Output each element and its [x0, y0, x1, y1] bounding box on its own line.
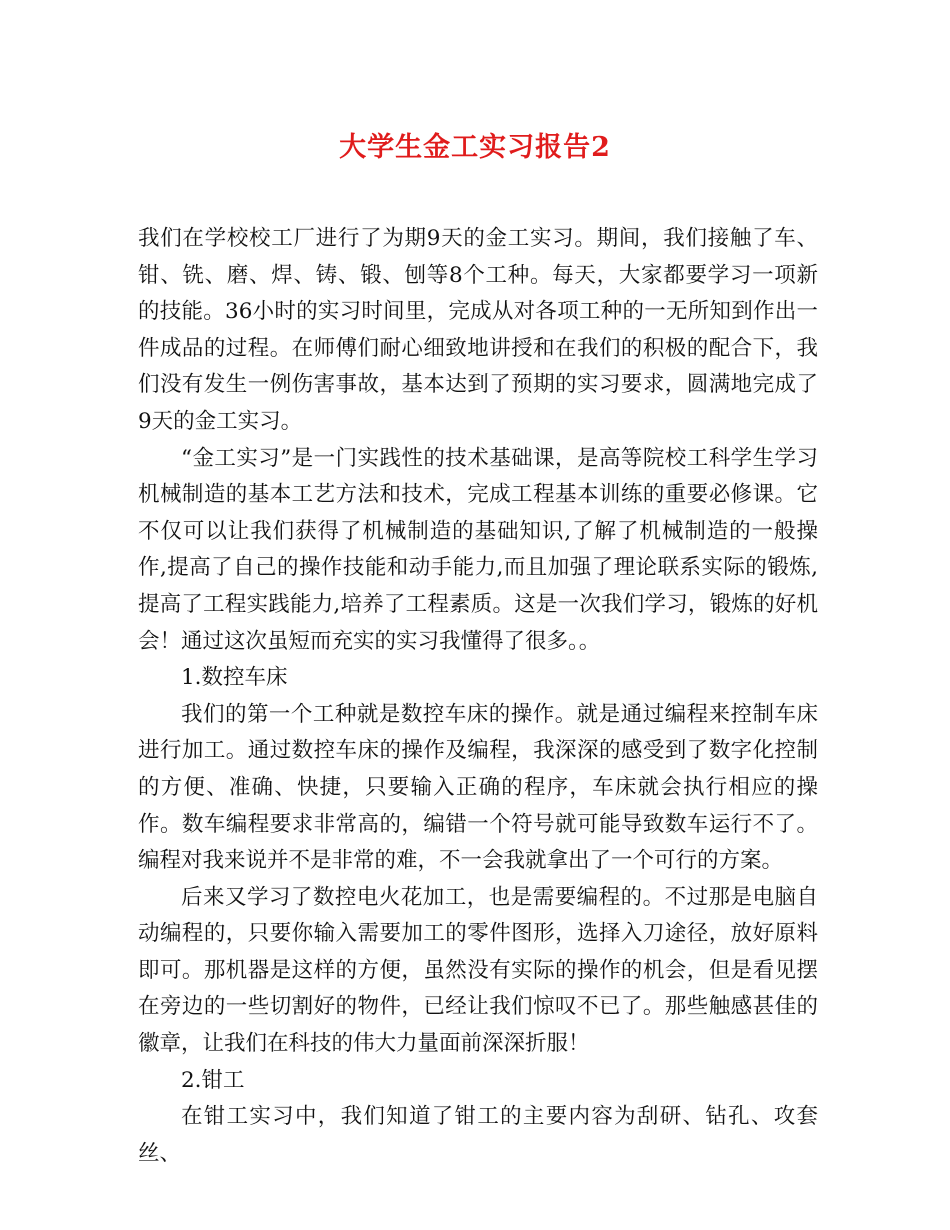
document-title: 大学生金工实习报告2	[339, 132, 611, 163]
paragraph-fitter: 在钳工实习中，我们知道了钳工的主要内容为刮研、钻孔、攻套丝、	[138, 1104, 818, 1166]
paragraph-course-description: “金工实习”是一门实践性的技术基础课，是高等院校工科学生学习机械制造的基本工艺方法和技术，完成工程基本训练的重要必修课。它不仅可以让我们获得了机械制造的基础知识,了解了机械制造的一般操作,提高了自己的操作技能和动手能力,而且加强了理论联系实际的锻炼,提高了工程实践能力,培养了工程素质。这是一次我们学习，锻炼的好机会！通过这次虽短而充实的实习我懂得了很多。。	[138, 445, 818, 654]
paragraph-intro: 我们在学校校工厂进行了为期9天的金工实习。期间，我们接触了车、钳、铣、磨、焊、铸、锻、刨等8个工种。每天，大家都要学习一项新的技能。36小时的实习时间里，完成从对各项工种的一无所知到作出一件成品的过程。在师傅们耐心细致地讲授和在我们的积极的配合下，我们没有发生一例伤害事故，基本达到了预期的实习要求，圆满地完成了9天的金工实习。	[138, 226, 818, 434]
section-heading-cnc-lathe: 1.数控车床	[181, 665, 288, 691]
paragraph-cnc-lathe: 我们的第一个工种就是数控车床的操作。就是通过编程来控制车床进行加工。通过数控车床的操作及编程，我深深的感受到了数字化控制的方便、准确、快捷，只要输入正确的程序，车床就会执行相应的操作。数车编程要求非常高的，编错一个符号就可能导致数车运行不了。编程对我来说并不是非常的难，不一会我就拿出了一个可行的方案。	[138, 701, 818, 874]
document-body	[138, 221, 818, 1172]
paragraph-edm: 后来又学习了数控电火花加工，也是需要编程的。不过那是电脑自动编程的，只要你输入需要加工的零件图形，选择入刀途径，放好原料即可。那机器是这样的方便，虽然没有实际的操作的机会，但是看见摆在旁边的一些切割好的物件，已经让我们惊叹不已了。那些触感甚佳的徽章，让我们在科技的伟大力量面前深深折服！	[138, 884, 818, 1057]
section-heading-fitter: 2.钳工	[181, 1067, 245, 1093]
